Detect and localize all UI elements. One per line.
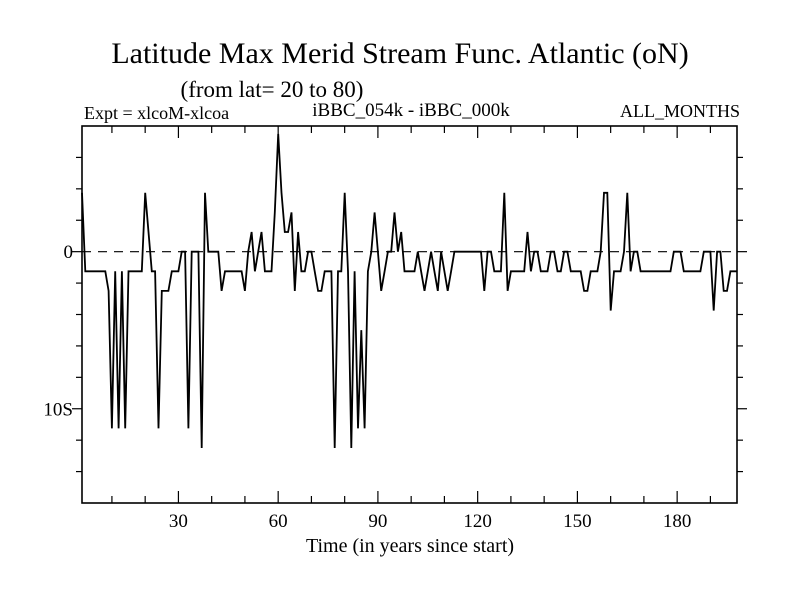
x-tick-label: 90 (368, 511, 388, 532)
series-line (82, 134, 737, 448)
x-axis-label: Time (in years since start) (305, 535, 515, 557)
axis-ticks (72, 126, 747, 503)
x-tick-label: 120 (463, 511, 492, 532)
y-tick-label: 0 (63, 242, 73, 264)
run-difference-label: iBBC_054k - iBBC_000k (312, 100, 510, 121)
data-series (82, 134, 737, 448)
months-label: ALL_MONTHS (620, 101, 740, 121)
experiment-label: Expt = xlcoM-xlcoa (84, 103, 230, 123)
x-tick-label: 150 (563, 511, 592, 532)
chart-title: Latitude Max Merid Stream Func. Atlantic (oN) (111, 37, 689, 70)
x-tick-label: 30 (168, 511, 188, 532)
y-tick-label: 10S (43, 399, 73, 421)
chart-subtitle: (from lat= 20 to 80) (180, 77, 364, 102)
plot-frame (82, 126, 737, 503)
x-tick-label: 180 (662, 511, 692, 532)
x-tick-label: 60 (268, 511, 288, 532)
